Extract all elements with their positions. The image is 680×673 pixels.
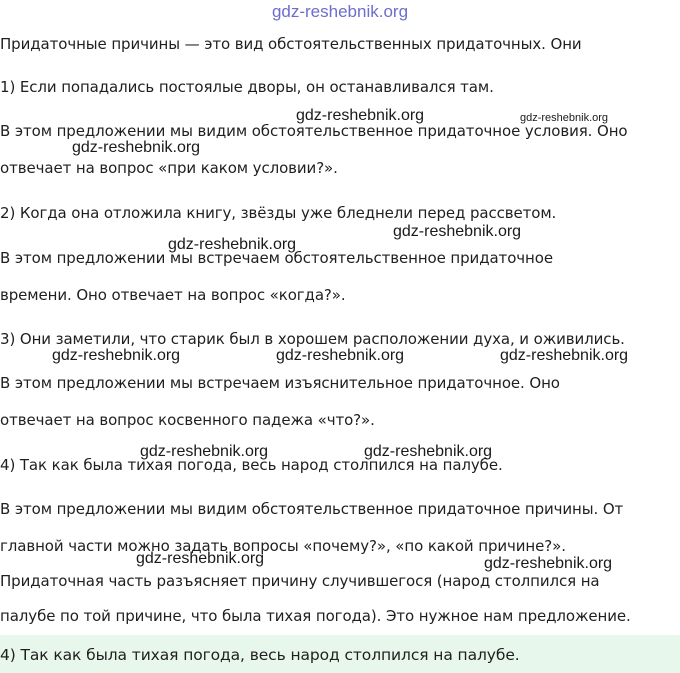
explanation-4-line-3: Придаточная часть разъясняет причину случившегося (народ столпился на: [0, 572, 600, 590]
explanation-4-line-1: В этом предложении мы видим обстоятельственное придаточное причины. От: [0, 500, 624, 518]
watermark: gdz-reshebnik.org: [296, 107, 425, 124]
explanation-3-line-1: В этом предложении мы встречаем изъяснительное придаточное. Оно: [0, 374, 560, 392]
sentence-2: 2) Когда она отложила книгу, звёзды уже бледнели перед рассветом.: [0, 204, 557, 222]
watermark: gdz-reshebnik.org: [72, 139, 201, 156]
sentence-1: 1) Если попадались постоялые дворы, он останавливался там.: [0, 78, 494, 96]
explanation-1-line-1: В этом предложении мы видим обстоятельственное придаточное условия. Оно: [0, 122, 628, 140]
site-header-watermark: gdz-reshebnik.org: [271, 2, 409, 21]
sentence-3: 3) Они заметили, что старик был в хорошем расположении духа, и оживились.: [0, 330, 625, 348]
watermark: gdz-reshebnik.org: [136, 550, 265, 567]
watermark: gdz-reshebnik.org: [393, 223, 522, 240]
answer-box: [0, 635, 680, 673]
watermark: gdz-reshebnik.org: [168, 236, 297, 253]
watermark: gdz-reshebnik.org: [52, 347, 181, 364]
sentence-4: 4) Так как была тихая погода, весь народ столпился на палубе.: [0, 456, 503, 474]
watermark: gdz-reshebnik.org: [520, 112, 609, 124]
explanation-4-line-4: палубе по той причине, что была тихая погода). Это нужное нам предложение.: [0, 607, 631, 625]
watermark: gdz-reshebnik.org: [140, 443, 269, 460]
watermark: gdz-reshebnik.org: [276, 347, 405, 364]
watermark: gdz-reshebnik.org: [484, 555, 613, 572]
explanation-1-line-2: отвечает на вопрос «при каком условии?».: [0, 159, 338, 177]
intro-text: Придаточные причины — это вид обстоятельственных придаточных. Они: [0, 35, 582, 53]
watermark: gdz-reshebnik.org: [364, 443, 493, 460]
explanation-2-line-1: В этом предложении мы встречаем обстоятельственное придаточное: [0, 249, 553, 267]
watermark: gdz-reshebnik.org: [500, 347, 629, 364]
explanation-4-line-2: главной части можно задать вопросы «почему?», «по какой причине?».: [0, 537, 566, 555]
explanation-2-line-2: времени. Оно отвечает на вопрос «когда?».: [0, 286, 346, 304]
explanation-3-line-2: отвечает на вопрос косвенного падежа «что?».: [0, 411, 375, 429]
answer-text: 4) Так как была тихая погода, весь народ столпился на палубе.: [0, 646, 520, 664]
